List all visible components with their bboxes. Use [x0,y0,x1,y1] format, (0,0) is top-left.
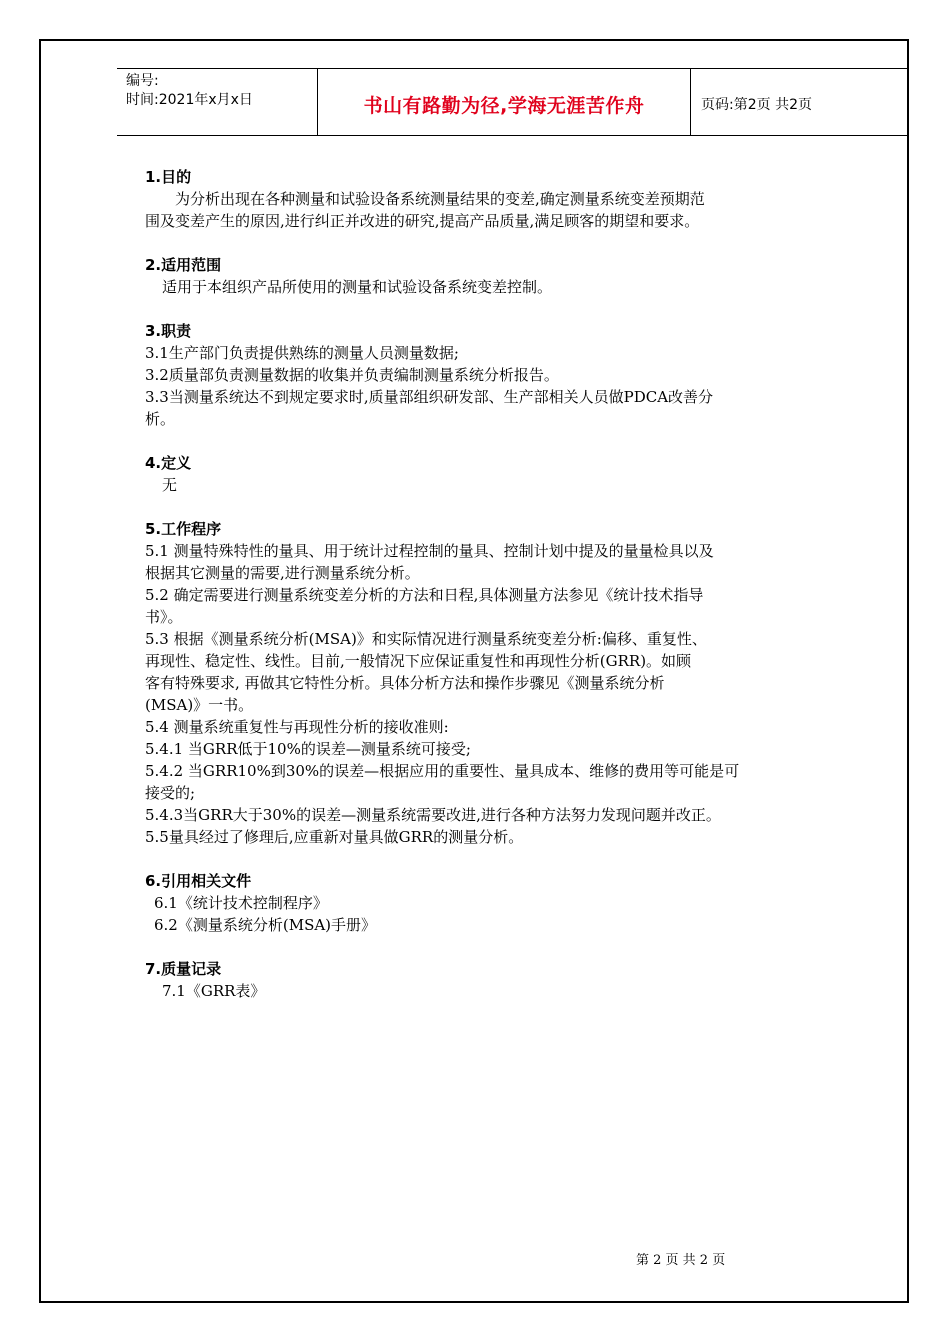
section-1-line: 围及变差产生的原因,进行纠正并改进的研究,提高产品质量,满足顾客的期望和要求。 [145,212,700,230]
section-3-line: 析。 [145,410,176,428]
section-6-title: 6.引用相关文件 [145,872,252,890]
section-5-line: 书》。 [145,608,183,626]
section-5-line: 根据其它测量的需要,进行测量系统分析。 [145,564,420,582]
section-1-line: 为分析出现在各种测量和试验设备系统测量结果的变差,确定测量系统变差预期范 [175,190,705,208]
section-5-line: 5.5量具经过了修理后,应重新对量具做GRR的测量分析。 [145,828,524,846]
section-3-line: 3.1生产部门负责提供熟练的测量人员测量数据; [145,344,459,362]
section-5-line: 5.4.2 当GRR10%到30%的误差—根据应用的重要性、量具成本、维修的费用等可能是可 [145,762,740,780]
header-meta-cell [117,69,317,135]
document-body [145,166,897,1002]
section-5-line: 5.3 根据《测量系统分析(MSA)》和实际情况进行测量系统变差分析:偏移、重复性、 [145,630,707,648]
page-footer: 第 2 页 共 2 页 [636,1253,726,1268]
section-6-line: 6.2《测量系统分析(MSA)手册》 [154,916,377,934]
header-motto-cell [317,69,691,135]
section-5-line: 再现性、稳定性、线性。目前,一般情况下应保证重复性和再现性分析(GRR)。如顾 [145,652,692,670]
document-header [117,68,907,136]
section-7-line: 7.1《GRR表》 [162,982,266,1000]
section-5-line: 5.4 测量系统重复性与再现性分析的接收准则: [145,718,449,736]
section-2-line: 适用于本组织产品所使用的测量和试验设备系统变差控制。 [162,278,553,296]
section-2-title: 2.适用范围 [145,256,222,274]
section-5-line: (MSA)》一书。 [145,696,254,714]
section-3-line: 3.2质量部负责测量数据的收集并负责编制测量系统分析报告。 [145,366,559,384]
section-5-line: 5.2 确定需要进行测量系统变差分析的方法和日程,具体测量方法参见《统计技术指导 [145,586,704,604]
section-3-title: 3.职责 [145,322,192,340]
section-6-line: 6.1《统计技术控制程序》 [154,894,328,912]
motto-text: 书山有路勤为径,学海无涯苦作舟 [363,95,645,117]
section-5-title: 5.工作程序 [145,520,222,538]
section-5-line: 客有特殊要求, 再做其它特性分析。具体分析方法和操作步骤见《测量系统分析 [145,674,665,692]
time-label: 时间:2021年x月x日 [126,92,253,108]
section-4-title: 4.定义 [145,454,192,472]
section-1-title: 1.目的 [145,168,192,186]
section-5-line: 5.1 测量特殊特性的量具、用于统计过程控制的量具、控制计划中提及的量量检具以及 [145,542,714,560]
page-info: 页码:第2页 共2页 [701,97,812,113]
section-3-line: 3.3当测量系统达不到规定要求时,质量部组织研发部、生产部相关人员做PDCA改善分 [145,388,714,406]
section-7-title: 7.质量记录 [145,960,222,978]
header-page-cell [691,69,907,135]
code-label: 编号: [126,73,159,89]
section-5-line: 5.4.3当GRR大于30%的误差—测量系统需要改进,进行各种方法努力发现问题并改正。 [145,806,721,824]
section-5-line: 5.4.1 当GRR低于10%的误差—测量系统可接受; [145,740,471,758]
section-5-line: 接受的; [145,784,196,802]
section-4-line: 无 [162,476,178,494]
